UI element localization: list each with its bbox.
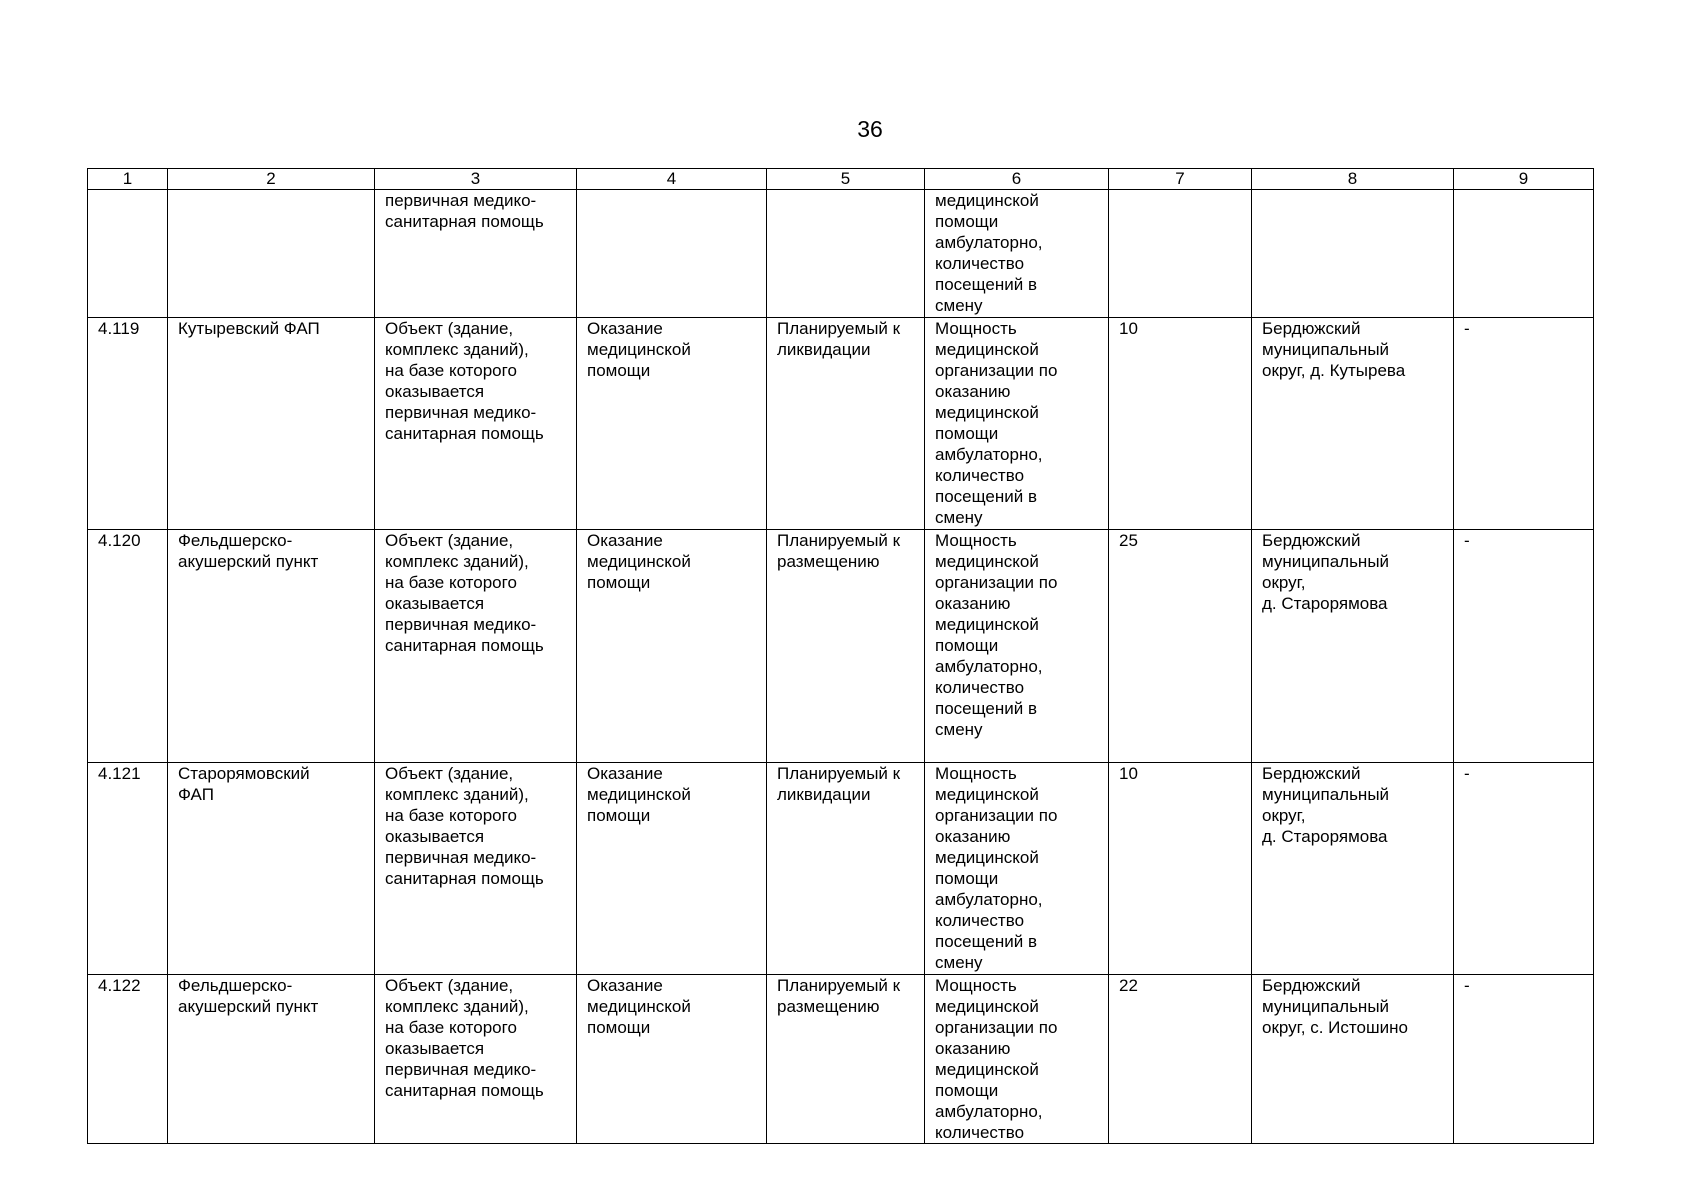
column-header: 7	[1109, 169, 1252, 190]
object-purpose: Оказание медицинской помощи	[577, 975, 767, 1144]
table-cell: первичная медико- санитарная помощь	[375, 190, 577, 318]
capacity-value: 25	[1109, 530, 1252, 763]
object-status: Планируемый к размещению	[767, 975, 925, 1144]
object-name: Кутыревский ФАП	[168, 318, 375, 530]
column-header: 2	[168, 169, 375, 190]
location: Бердюжский муниципальный округ, д. Старорямова	[1252, 530, 1454, 763]
capacity-value: 22	[1109, 975, 1252, 1144]
row-number: 4.120	[88, 530, 168, 763]
object-type: Объект (здание, комплекс зданий), на базе которого оказывается первичная медико- санитарная помощь	[375, 318, 577, 530]
table-row	[88, 318, 1594, 530]
page-number: 36	[857, 116, 883, 142]
table-row	[88, 763, 1594, 975]
object-type: Объект (здание, комплекс зданий), на базе которого оказывается первичная медико- санитарная помощь	[375, 975, 577, 1144]
object-type: Объект (здание, комплекс зданий), на базе которого оказывается первичная медико- санитарная помощь	[375, 763, 577, 975]
object-status: Планируемый к ликвидации	[767, 318, 925, 530]
object-name: Старорямовский ФАП	[168, 763, 375, 975]
capacity-value: 10	[1109, 763, 1252, 975]
column-header: 8	[1252, 169, 1454, 190]
location: Бердюжский муниципальный округ, д. Старорямова	[1252, 763, 1454, 975]
object-name: Фельдшерско- акушерский пункт	[168, 530, 375, 763]
table-cell	[1109, 190, 1252, 318]
table-row	[88, 530, 1594, 763]
column-header: 1	[88, 169, 168, 190]
capacity-description: Мощность медицинской организации по оказанию медицинской помощи амбулаторно, количество посещений в смену	[925, 763, 1109, 975]
table-cell	[1252, 190, 1454, 318]
table-cell	[88, 190, 168, 318]
object-status: Планируемый к ликвидации	[767, 763, 925, 975]
column-number-row	[88, 169, 1594, 190]
object-purpose: Оказание медицинской помощи	[577, 530, 767, 763]
table-row	[88, 975, 1594, 1144]
registry-table	[87, 168, 1594, 1144]
column-header: 3	[375, 169, 577, 190]
table-row-continued	[88, 190, 1594, 318]
object-type: Объект (здание, комплекс зданий), на базе которого оказывается первичная медико- санитарная помощь	[375, 530, 577, 763]
table-cell	[1454, 190, 1594, 318]
table-cell: медицинской помощи амбулаторно, количество посещений в смену	[925, 190, 1109, 318]
table-cell	[577, 190, 767, 318]
object-name: Фельдшерско- акушерский пункт	[168, 975, 375, 1144]
table-cell	[767, 190, 925, 318]
capacity-description: Мощность медицинской организации по оказанию медицинской помощи амбулаторно, количество	[925, 975, 1109, 1144]
row-number: 4.119	[88, 318, 168, 530]
location: Бердюжский муниципальный округ, д. Кутырева	[1252, 318, 1454, 530]
location: Бердюжский муниципальный округ, с. Истошино	[1252, 975, 1454, 1144]
zone-info: -	[1454, 318, 1594, 530]
zone-info: -	[1454, 763, 1594, 975]
column-header: 4	[577, 169, 767, 190]
object-purpose: Оказание медицинской помощи	[577, 318, 767, 530]
zone-info: -	[1454, 975, 1594, 1144]
capacity-value: 10	[1109, 318, 1252, 530]
row-number: 4.121	[88, 763, 168, 975]
object-status: Планируемый к размещению	[767, 530, 925, 763]
row-number: 4.122	[88, 975, 168, 1144]
column-header: 5	[767, 169, 925, 190]
table-cell	[168, 190, 375, 318]
object-purpose: Оказание медицинской помощи	[577, 763, 767, 975]
capacity-description: Мощность медицинской организации по оказанию медицинской помощи амбулаторно, количество посещений в смену	[925, 530, 1109, 763]
column-header: 6	[925, 169, 1109, 190]
capacity-description: Мощность медицинской организации по оказанию медицинской помощи амбулаторно, количество посещений в смену	[925, 318, 1109, 530]
zone-info: -	[1454, 530, 1594, 763]
column-header: 9	[1454, 169, 1594, 190]
